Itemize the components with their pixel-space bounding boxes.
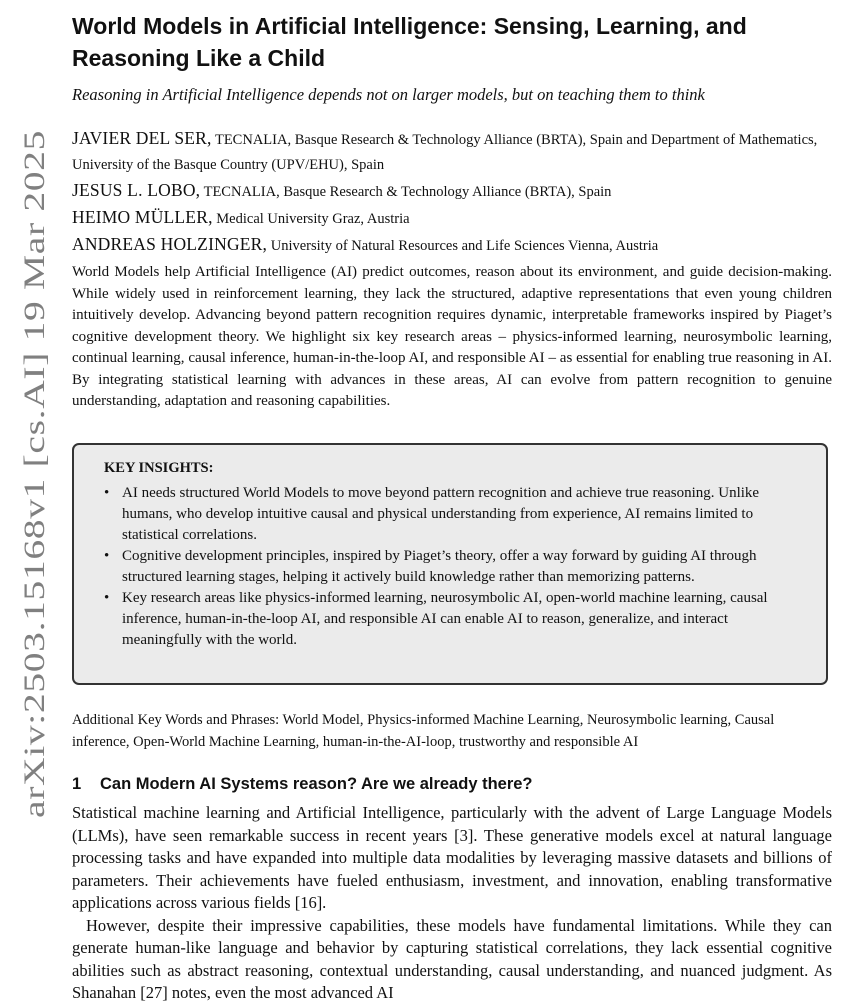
arxiv-stamp-graphic [14, 130, 52, 820]
author-affiliation: University of Natural Resources and Life Sciences Vienna, Austria [267, 238, 659, 254]
section-title: Can Modern AI Systems reason? Are we already there? [100, 775, 533, 793]
author-name: JAVIER DEL SER, [72, 128, 212, 148]
author-name: JESUS L. LOBO, [72, 180, 201, 200]
author-name: ANDREAS HOLZINGER, [72, 234, 268, 254]
key-insight-item [104, 546, 798, 588]
section-body [72, 802, 832, 1005]
key-insights-heading: KEY INSIGHTS: [104, 460, 214, 476]
key-insight-item [104, 588, 798, 651]
author-entry [72, 205, 832, 232]
key-insight-text: AI needs structured World Models to move beyond pattern recognition and achieve true reasoning. Unlike humans, who develop intuitive causal and physical understanding from experience, AI remains limited to statistical correlations. [122, 485, 760, 543]
paper-subtitle: Reasoning in Artificial Intelligence depends not on larger models, but on teaching them to think [72, 85, 705, 104]
bullet-icon: • [104, 548, 110, 564]
bullet-icon: • [104, 485, 110, 501]
author-list [72, 126, 832, 259]
arxiv-stamp [14, 130, 52, 820]
bullet-icon: • [104, 590, 110, 606]
author-entry [72, 232, 832, 259]
body-paragraph: However, despite their impressive capabilities, these models have fundamental limitations. While they can generate human-like language and behavior by capturing statistical correlations, they lack essential cognitive abilities such as abstract reasoning, contextual understanding, causal understanding, and nuanced judgment. As Shanahan [27] notes, even the most advanced AI [72, 915, 832, 1002]
author-entry [72, 126, 832, 178]
key-insights-list [104, 483, 798, 651]
key-insight-text: Key research areas like physics-informed learning, neurosymbolic AI, open-world machine learning, causal inference, human-in-the-loop AI, and responsible AI can enable AI to reason, generalize, and interact meaningfully with the world. [122, 590, 768, 648]
author-affiliation: Medical University Graz, Austria [212, 211, 410, 227]
abstract: World Models help Artificial Intelligence (AI) predict outcomes, reason about its environment, and guide decision-making. While widely used in reinforcement learning, they lack the structured, adaptive representations that even young children intuitively develop. Advancing beyond pattern recognition requires dynamic, interpretable frameworks inspired by Piaget’s cognitive development theory. We highlight six key research areas – physics-informed learning, neurosymbolic learning, continual learning, causal inference, human-in-the-loop AI, and responsible AI – as essential for enabling true reasoning in AI. By integrating statistical learning with advances in these areas, AI can evolve from pattern recognition to genuine understanding, adaptation and reasoning capabilities. [72, 264, 832, 409]
body-paragraph: Statistical machine learning and Artificial Intelligence, particularly with the advent of Large Language Models (LLMs), have seen remarkable success in recent years [3]. These generative models excel at natural language processing tasks and have expanded into multiple data modalities by leveraging massive datasets and billions of parameters. Their achievements have fueled enthusiasm, investment, and innovation, enabling transformative applications across various fields [16]. [72, 803, 832, 912]
paper-title: World Models in Artificial Intelligence: Sensing, Learning, and Reasoning Like a Child [72, 13, 747, 71]
key-insights-box [72, 443, 828, 685]
author-affiliation: TECNALIA, Basque Research & Technology Alliance (BRTA), Spain and Department of Mathematics, University of the Basque Country (UPV/EHU), Spain [72, 132, 818, 173]
section-heading [72, 772, 832, 796]
author-entry [72, 178, 832, 205]
arxiv-stamp-text: arXiv:2503.15168v1 [cs.AI] 19 Mar 2025 [18, 295, 51, 818]
section-number: 1 [72, 775, 82, 793]
keywords: Additional Key Words and Phrases: World Model, Physics-informed Machine Learning, Neurosymbolic learning, Causal inference, Open-World Machine Learning, human-in-the-AI-loop, trustworthy and responsible AI [72, 712, 775, 750]
author-affiliation: TECNALIA, Basque Research & Technology Alliance (BRTA), Spain [200, 184, 612, 200]
key-insight-item [104, 483, 798, 546]
author-name: HEIMO MÜLLER, [72, 207, 213, 227]
key-insight-text: Cognitive development principles, inspired by Piaget’s theory, offer a way forward by guiding AI through structured learning stages, helping it actively build knowledge rather than memorizing patterns. [122, 548, 757, 585]
